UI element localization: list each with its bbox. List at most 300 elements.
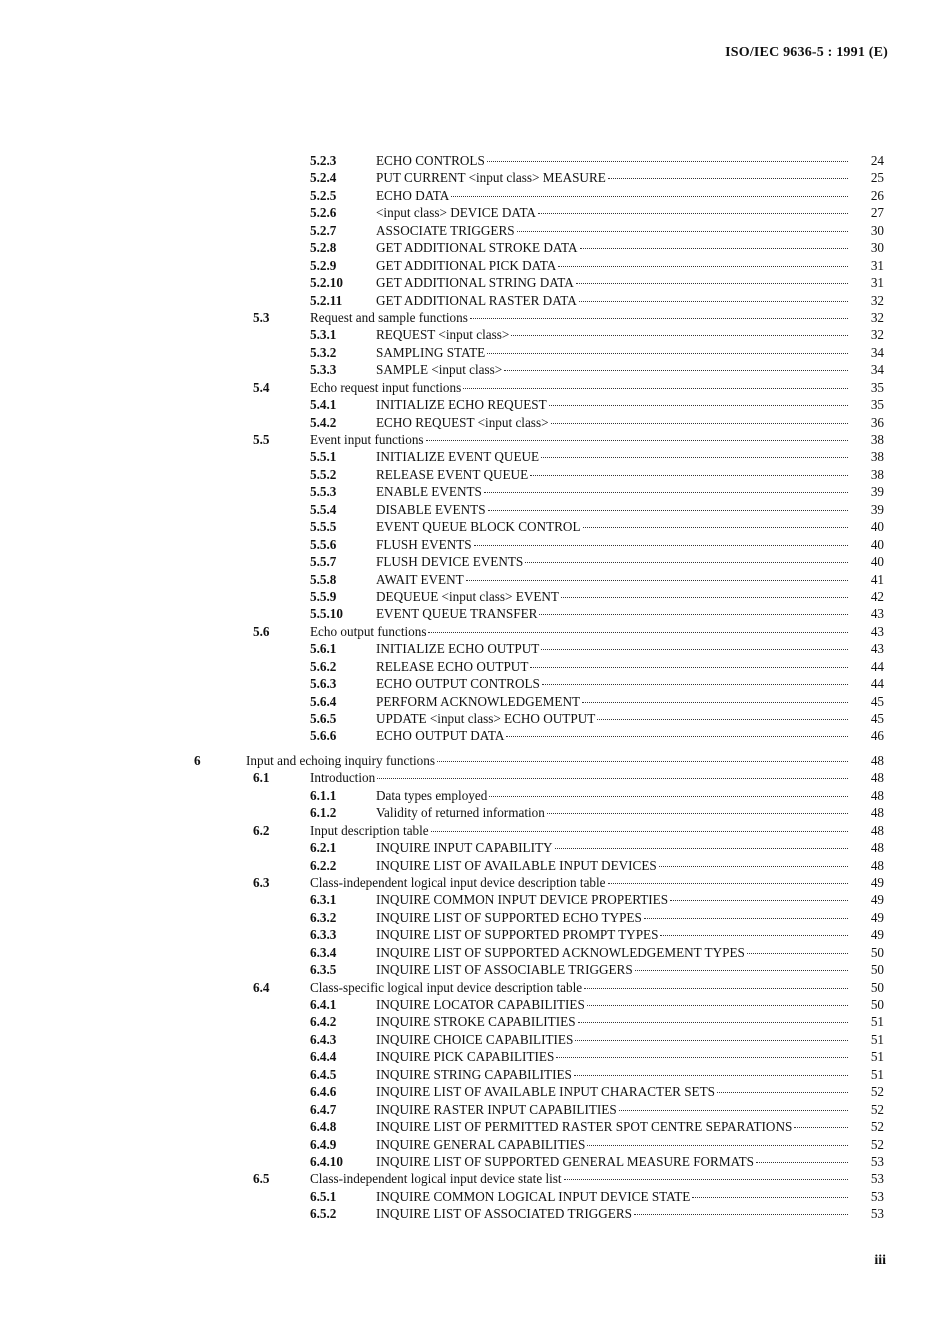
toc-entry-page: 50 [870,979,884,995]
page-number: iii [874,1253,886,1268]
toc-entry-title: EVENT QUEUE BLOCK CONTROL [376,519,581,535]
toc-entry[interactable] [0,909,950,926]
toc-entry-number: 5.3 [253,309,270,325]
toc-entry-number: 5.2.7 [310,222,337,238]
toc-entry-number: 5.5.1 [310,449,337,465]
toc-entry-number: 6.2.1 [310,840,337,856]
dot-leader [426,439,848,441]
dot-leader [597,718,848,720]
dot-leader [582,701,848,703]
toc-entry-page: 52 [870,1136,884,1152]
toc-entry-number: 6.4.4 [310,1049,337,1065]
toc-entry-title-line [376,675,854,692]
toc-entry-title: ASSOCIATE TRIGGERS [376,222,515,238]
toc-entry-number: 6.3.2 [310,909,337,925]
toc-entry-number: 5.6.5 [310,711,337,726]
toc-entry-title: INITIALIZE ECHO REQUEST [376,397,547,413]
toc-entry-title-line [310,1170,854,1187]
toc-entry-number: 5.5.9 [310,588,337,604]
toc-entry[interactable] [0,979,950,996]
toc-entry-title: GET ADDITIONAL PICK DATA [376,257,557,273]
toc-entry-title: INQUIRE INPUT CAPABILITY [376,840,553,856]
toc-entry-title: RELEASE ECHO OUTPUT [376,658,529,674]
dot-leader [530,666,848,668]
dot-leader [525,561,848,563]
toc-entry[interactable] [0,483,950,500]
toc-entry-title-line [376,536,854,553]
toc-entry-title-line [376,448,854,465]
toc-entry-number: 6.2 [253,822,270,838]
toc-entry-number: 6.1 [253,770,270,786]
toc-entry-title-line [376,361,854,378]
toc-entry-page: 48 [870,822,884,838]
toc-entry[interactable] [0,466,950,483]
dot-leader [487,160,848,162]
toc-entry-number: 5.5.10 [310,606,343,622]
toc-entry-page: 38 [870,466,884,482]
toc-entry-title-line [376,501,854,518]
toc-entry-title-line [376,518,854,535]
toc-entry-number: 5.6.6 [310,728,337,744]
toc-entry-title: INQUIRE LIST OF AVAILABLE INPUT DEVICES [376,857,657,873]
toc-entry-number: 5.3.2 [310,344,337,360]
toc-entry-number: 5.6.4 [310,693,337,709]
toc-entry-title-line [310,309,854,326]
toc-entry-page: 48 [870,787,884,803]
toc-entry-number: 6.1.2 [310,805,337,821]
toc-entry-page: 32 [870,327,884,343]
toc-entry-page: 52 [870,1084,884,1100]
toc-entry-page: 26 [870,187,884,203]
toc-entry-page: 48 [870,857,884,873]
toc-entry-title: INQUIRE GENERAL CAPABILITIES [376,1136,586,1152]
toc-entry-number: 5.6.2 [310,658,337,674]
toc-entry[interactable] [0,961,950,978]
toc-entry[interactable] [0,675,950,692]
toc-entry-number: 5.2.5 [310,187,337,203]
toc-entry-page: 34 [870,344,884,360]
toc-entry-title: INITIALIZE EVENT QUEUE [376,449,540,465]
toc-entry-number: 6.4.7 [310,1101,337,1117]
toc-entry-number: 6.3 [253,874,270,890]
toc-entry-number: 5.2.11 [310,292,343,308]
dot-leader [556,1056,848,1058]
toc-entry-title: INQUIRE LIST OF ASSOCIABLE TRIGGERS [376,962,633,978]
toc-entry-page: 49 [870,892,884,908]
dot-leader [547,812,848,814]
toc-entry-page: 50 [870,997,884,1012]
toc-entry-page: 40 [870,554,884,570]
toc-entry-number: 6.5 [253,1171,270,1187]
toc-entry[interactable] [0,727,950,744]
toc-entry-title-line [376,1066,854,1083]
dot-leader [794,1126,848,1128]
toc-entry-title-line [376,483,854,500]
toc-entry-title-line [310,979,854,996]
toc-entry-page: 38 [870,432,884,447]
toc-entry-title: INQUIRE LIST OF AVAILABLE INPUT CHARACTER SETS [376,1084,715,1100]
toc-entry-title: ECHO DATA [376,187,450,203]
toc-entry-number: 6.3.1 [310,892,337,908]
dot-leader [561,596,848,598]
toc-entry[interactable] [0,257,950,274]
toc-entry-title: INQUIRE STROKE CAPABILITIES [376,1014,576,1030]
toc-entry-number: 5.5.4 [310,501,337,517]
toc-entry-number: 5.2.4 [310,170,337,186]
toc-entry-number: 5.5.5 [310,519,337,535]
toc-entry-title: ECHO OUTPUT DATA [376,728,505,744]
toc-entry[interactable] [0,839,950,856]
toc-entry-number: 6.4.5 [310,1066,337,1082]
toc-entry[interactable] [0,1031,950,1048]
toc-entry-number: 6.2.2 [310,857,337,873]
toc-entry[interactable] [0,1101,950,1118]
toc-entry-page: 49 [870,909,884,925]
toc-entry[interactable] [0,222,950,239]
dot-leader [539,613,848,615]
toc-entry[interactable] [0,710,950,727]
toc-entry-title: Data types employed [376,787,488,803]
toc-entry[interactable] [0,1048,950,1065]
toc-entry[interactable] [0,344,950,361]
toc-entry-page: 51 [870,1014,884,1030]
toc-entry-title-line [376,466,854,483]
toc-entry-title: INQUIRE RASTER INPUT CAPABILITIES [376,1101,617,1117]
document-header: ISO/IEC 9636-5 : 1991 (E) [725,45,888,60]
toc-entry[interactable] [0,640,950,657]
toc-entry[interactable] [0,996,950,1013]
toc-entry[interactable] [0,857,950,874]
toc-entry-title-line [376,658,854,675]
toc-entry-title: INQUIRE COMMON INPUT DEVICE PROPERTIES [376,892,669,908]
toc-entry-page: 32 [870,292,884,308]
toc-entry-page: 43 [870,606,884,622]
toc-entry-title-line [376,152,854,169]
toc-entry-title: GET ADDITIONAL STROKE DATA [376,240,578,256]
toc-entry-page: 53 [870,1153,884,1169]
toc-entry[interactable] [0,1013,950,1030]
toc-entry[interactable] [0,1170,950,1187]
toc-entry[interactable] [0,1188,950,1205]
toc-entry-title: UPDATE <input class> ECHO OUTPUT [376,711,596,726]
dot-leader [583,526,848,528]
toc-entry-number: 6.4.2 [310,1014,337,1030]
toc-entry[interactable] [0,169,950,186]
toc-entry[interactable] [0,431,950,448]
toc-entry-page: 46 [870,728,884,744]
toc-entry[interactable] [0,518,950,535]
toc-entry-number: 5.2.10 [310,275,343,291]
toc-entry-title-line [376,640,854,657]
toc-entry-title-line [376,1153,854,1170]
dot-leader [576,282,848,284]
toc-entry-title-line [376,1031,854,1048]
dot-leader [517,230,848,232]
toc-entry[interactable] [0,448,950,465]
toc-entry-title: SAMPLING STATE [376,344,486,360]
toc-entry[interactable] [0,1118,950,1135]
toc-entry-title-line [246,752,854,769]
toc-entry-title-line [376,1013,854,1030]
toc-entry[interactable] [0,204,950,221]
toc-entry-title-line [376,571,854,588]
toc-entry-title-line [376,239,854,256]
dot-leader [504,369,848,371]
toc-entry[interactable] [0,571,950,588]
toc-entry-title-line [376,804,854,821]
dot-leader [489,795,848,797]
toc-entry-page: 49 [870,927,884,943]
dot-leader [487,352,848,354]
toc-entry[interactable] [0,553,950,570]
toc-entry[interactable] [0,379,950,396]
toc-entry[interactable] [0,693,950,710]
toc-entry[interactable] [0,1205,950,1222]
toc-entry[interactable] [0,769,950,786]
toc-entry-page: 51 [870,1049,884,1065]
dot-leader [578,1021,848,1023]
toc-entry[interactable] [0,804,950,821]
toc-entry-title: INQUIRE LOCATOR CAPABILITIES [376,997,585,1012]
dot-leader [670,899,848,901]
toc-entry-title-line [310,379,854,396]
toc-entry-page: 27 [870,205,884,221]
toc-entry-page: 45 [870,693,884,709]
toc-entry-page: 49 [870,874,884,890]
toc-entry[interactable] [0,658,950,675]
toc-entry-title: SAMPLE <input class> [376,362,503,378]
toc-entry[interactable] [0,292,950,309]
toc-entry-title-line [376,787,854,804]
toc-entry-page: 52 [870,1119,884,1135]
toc-entry-number: 5.5.7 [310,554,337,570]
toc-entry-page: 53 [870,1188,884,1204]
toc-entry-number: 5.2.8 [310,240,337,256]
toc-entry-number: 6.3.5 [310,962,337,978]
toc-entry-title-line [376,222,854,239]
toc-entry[interactable] [0,361,950,378]
toc-entry-title: INQUIRE LIST OF PERMITTED RASTER SPOT CENTRE SEPARATIONS [376,1119,793,1135]
toc-entry-page: 31 [870,275,884,291]
toc-entry[interactable] [0,396,950,413]
toc-entry-page: 48 [870,840,884,856]
toc-entry-title: INQUIRE LIST OF SUPPORTED ACKNOWLEDGEMENT TYPES [376,944,745,960]
dot-leader [428,631,848,633]
toc-entry-title: Class-independent logical input device state list [310,1171,562,1187]
dot-leader [579,300,848,302]
toc-entry-number: 6.3.3 [310,927,337,943]
toc-entry-title: INQUIRE CHOICE CAPABILITIES [376,1031,574,1047]
toc-entry-title-line [376,553,854,570]
toc-entry[interactable] [0,501,950,518]
toc-entry-title: ECHO CONTROLS [376,153,485,168]
dot-leader [587,1144,848,1146]
toc-entry-number: 6.4.1 [310,997,337,1012]
toc-entry[interactable] [0,274,950,291]
toc-entry[interactable] [0,588,950,605]
toc-entry-title: Echo output functions [310,623,427,639]
dot-leader [530,474,848,476]
dot-leader [549,404,848,406]
toc-entry[interactable] [0,891,950,908]
dot-leader [474,544,848,546]
toc-entry-page: 50 [870,944,884,960]
toc-entry-title: Input and echoing inquiry functions [246,752,435,768]
toc-entry-number: 6.4 [253,979,270,995]
dot-leader [580,247,849,249]
toc-entry-page: 43 [870,623,884,639]
toc-entry-title-line [310,874,854,891]
toc-entry-number: 6.4.10 [310,1153,343,1169]
toc-entry-title: ECHO REQUEST <input class> [376,414,549,430]
toc-entry[interactable] [0,787,950,804]
dot-leader [608,177,848,179]
toc-entry[interactable] [0,1083,950,1100]
toc-entry[interactable] [0,309,950,326]
toc-entry[interactable] [0,536,950,553]
toc-entry-number: 5.5.8 [310,571,337,587]
toc-entry-title: INQUIRE STRING CAPABILITIES [376,1066,572,1082]
toc-entry-page: 32 [870,309,884,325]
toc-entry-number: 5.5.3 [310,484,337,500]
toc-entry-number: 5.2.9 [310,257,337,273]
toc-entry[interactable] [0,822,950,839]
toc-entry-number: 5.2.6 [310,205,337,221]
toc-entry-number: 5.5.2 [310,466,337,482]
toc-entry-page: 51 [870,1066,884,1082]
toc-entry-title: Class-independent logical input device description table [310,874,606,890]
dot-leader [756,1161,848,1163]
toc-entry-title-line [376,710,854,727]
toc-entry-title-line [310,623,854,640]
toc-entry-number: 5.6.3 [310,676,337,692]
toc-entry-title-line [376,326,854,343]
dot-leader [541,648,848,650]
toc-entry-number: 5.4.1 [310,397,337,413]
toc-entry-title-line [310,431,854,448]
toc-entry-title: INITIALIZE ECHO OUTPUT [376,641,540,657]
toc-entry-title-line [376,414,854,431]
toc-entry-title-line [376,693,854,710]
toc-entry[interactable] [0,926,950,943]
toc-entry-title: PERFORM ACKNOWLEDGEMENT [376,693,581,709]
toc-entry-page: 51 [870,1031,884,1047]
dot-leader [558,265,848,267]
toc-entry-title-line [376,996,854,1013]
dot-leader [575,1039,848,1041]
toc-entry[interactable] [0,605,950,622]
toc-entry[interactable] [0,944,950,961]
dot-leader [538,212,848,214]
toc-entry-title: Echo request input functions [310,379,462,395]
toc-entry-page: 24 [870,153,884,168]
toc-entry-title: Request and sample functions [310,309,468,325]
toc-entry-number: 6.4.6 [310,1084,337,1100]
dot-leader [584,987,848,989]
toc-entry-title-line [376,292,854,309]
dot-leader [644,917,848,919]
toc-entry-title: ENABLE EVENTS [376,484,482,500]
toc-entry-title: PUT CURRENT <input class> MEASURE [376,170,606,186]
toc-entry-number: 6.3.4 [310,944,337,960]
toc-entry[interactable] [0,239,950,256]
toc-entry-title: AWAIT EVENT [376,571,464,587]
toc-entry[interactable] [0,623,950,640]
toc-entry-title-line [376,944,854,961]
toc-entry-title-line [376,839,854,856]
toc-entry-title-line [376,891,854,908]
toc-entry-page: 48 [870,752,884,768]
toc-entry[interactable] [0,1136,950,1153]
toc-entry-page: 43 [870,641,884,657]
toc-entry-title: ECHO OUTPUT CONTROLS [376,676,540,692]
toc-entry-title: INQUIRE LIST OF SUPPORTED ECHO TYPES [376,909,642,925]
toc-entry[interactable] [0,752,950,769]
toc-entry-title: INQUIRE PICK CAPABILITIES [376,1049,555,1065]
dot-leader [511,334,848,336]
toc-entry-title-line [376,187,854,204]
toc-entry[interactable] [0,414,950,431]
toc-entry-page: 38 [870,449,884,465]
toc-entry-title-line [376,605,854,622]
toc-entry-title: DEQUEUE <input class> EVENT [376,588,559,604]
toc-entry-number: 6.5.1 [310,1188,337,1204]
toc-entry-page: 52 [870,1101,884,1117]
dot-leader [541,456,848,458]
toc-entry-title: Class-specific logical input device description table [310,979,583,995]
toc-entry-number: 6.5.2 [310,1206,337,1222]
toc-entry-number: 6.4.9 [310,1136,337,1152]
toc-entry-page: 44 [870,658,884,674]
toc-entry-title-line [376,909,854,926]
toc-entry[interactable] [0,187,950,204]
dot-leader [377,777,848,779]
toc-entry-page: 48 [870,805,884,821]
toc-entry-page: 53 [870,1206,884,1222]
dot-leader [564,1178,848,1180]
toc-entry-title: Validity of returned information [376,805,545,821]
toc-entry-page: 42 [870,588,884,604]
toc-entry-page: 40 [870,519,884,535]
toc-entry[interactable] [0,874,950,891]
dot-leader [542,683,848,685]
toc-entry-title-line [376,588,854,605]
toc-entry-page: 53 [870,1171,884,1187]
toc-entry-title: INQUIRE LIST OF SUPPORTED PROMPT TYPES [376,927,659,943]
toc-entry-title: INQUIRE COMMON LOGICAL INPUT DEVICE STATE [376,1188,691,1204]
toc-entry-page: 45 [870,711,884,726]
toc-entry[interactable] [0,1153,950,1170]
toc-entry[interactable] [0,1066,950,1083]
dot-leader [608,882,848,884]
toc-entry-title: DISABLE EVENTS [376,501,486,517]
toc-entry-number: 5.6.1 [310,641,337,657]
toc-entry-number: 6 [194,752,201,768]
toc-entry-title: Input description table [310,822,429,838]
dot-leader [574,1074,848,1076]
toc-entry-page: 30 [870,240,884,256]
dot-leader [692,1196,848,1198]
toc-entry-number: 5.5 [253,432,270,447]
toc-entry-title: REQUEST <input class> [376,327,510,343]
toc-entry-number: 5.3.1 [310,327,337,343]
toc-entry-page: 30 [870,222,884,238]
toc-entry[interactable] [0,326,950,343]
dot-leader [466,579,848,581]
toc-entry-number: 5.6 [253,623,270,639]
toc-entry-page: 39 [870,484,884,500]
toc-entry[interactable] [0,152,950,169]
